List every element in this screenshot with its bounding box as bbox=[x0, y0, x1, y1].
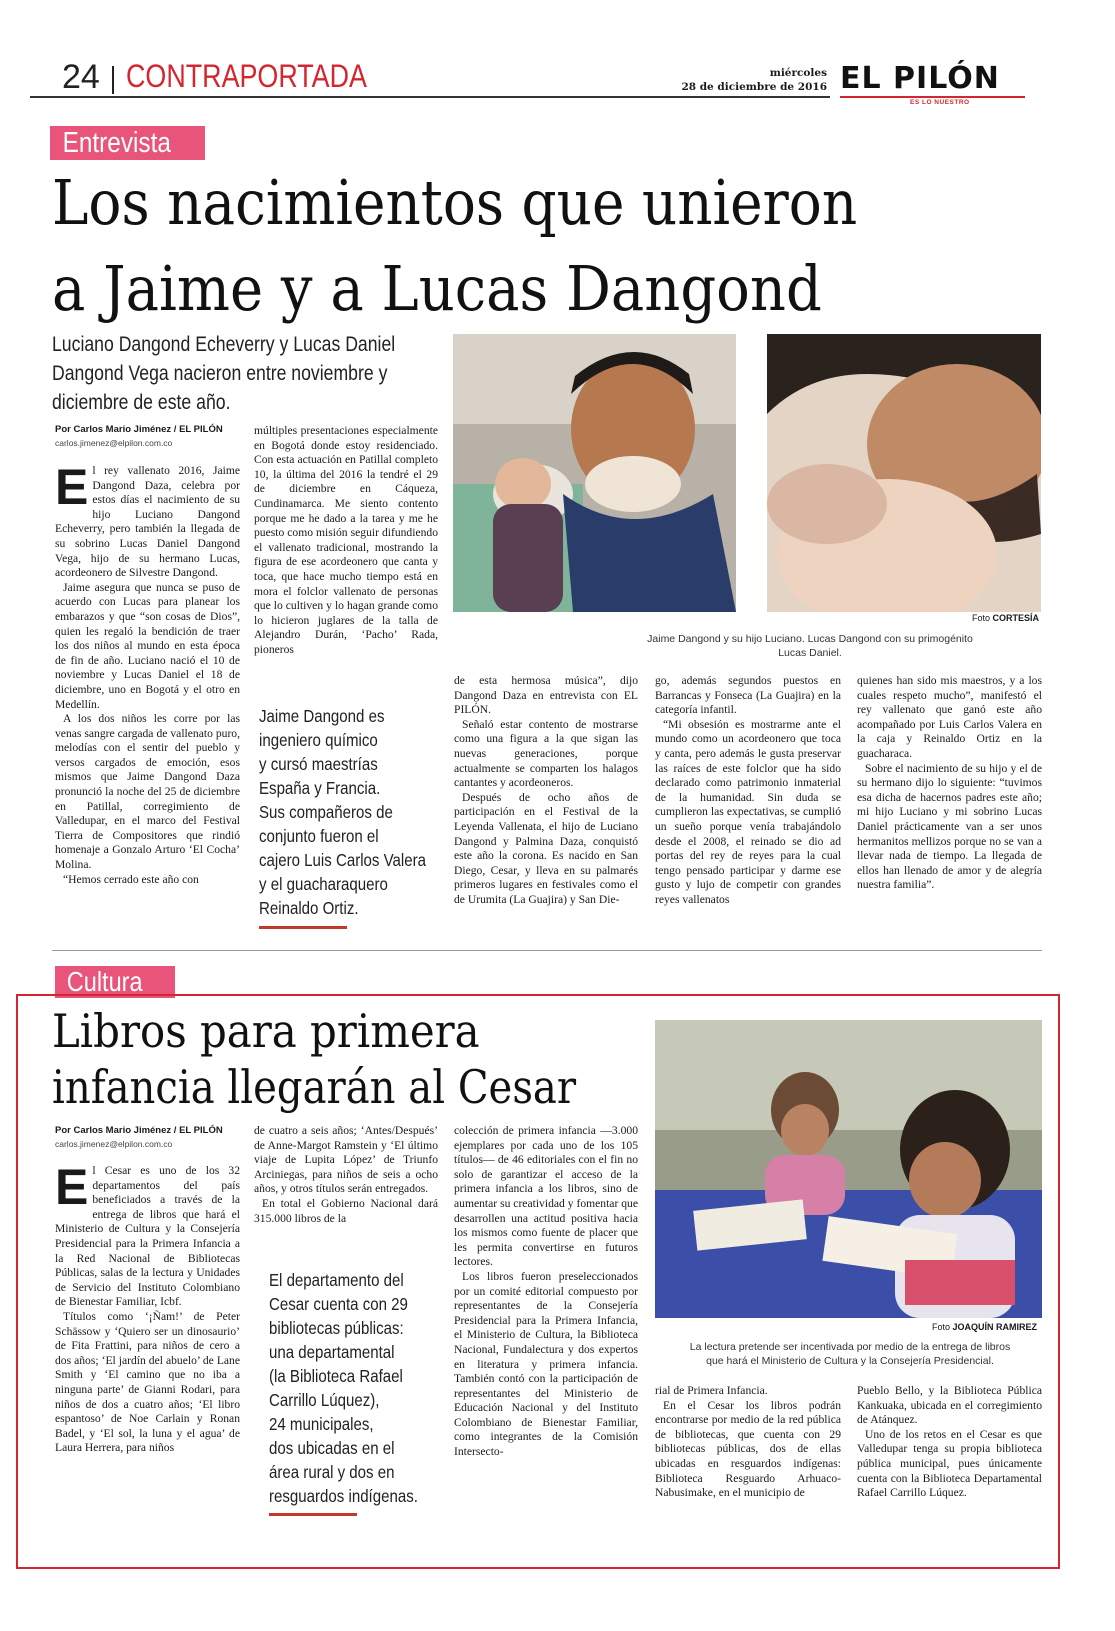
issue-weekday: miércoles bbox=[769, 67, 827, 79]
headline-line-2: a Jaime y a Lucas Dangond bbox=[52, 252, 822, 325]
photo-lucas-and-son bbox=[767, 334, 1041, 612]
byline: Por Carlos Mario Jiménez / EL PILÓN carlos.jimenez@elpilon.com.co bbox=[55, 1125, 223, 1149]
page-header bbox=[0, 0, 1115, 110]
article-culture bbox=[0, 960, 1115, 1631]
section-divider bbox=[52, 950, 1042, 951]
photo-credit: Foto JOAQUÍN RAMIREZ bbox=[932, 1322, 1038, 1332]
kicker-entrevista: Entrevista bbox=[50, 126, 205, 160]
brand-name: EL PILÓN bbox=[840, 61, 1000, 96]
body-column-1: E l rey vallenato 2016, Jaime Dangond Daza, celebra por estos días el nacimiento de su hijo Luciano Dangond Echeverry, pero también la llegada de su sobrino Lucas Daniel Dangond Vega, hijo de su hermano Lucas, acordeonero de Silvestre Dangond. Jaime asegura que nunca se puso de acuerdo con Lucas para planear los embarazos y que “son cosas de Dios”, quien les regaló la bendición de traer los dos niños al mundo en esta época de fin de año. Luciano nació el 10 de noviembre y Lucas Daniel el 18 de diciembre, uno en Bogotá y el otro en Medellín. A los dos niños les corre por las venas sangre cargada de vallenato puro, melodías con el sentir del pueblo y versos cargados de emoción, esos mismos que Jaime Dangond Daza pronunció la noche del 25 de diciembre en Patillal, corregimiento de Valledupar, en el marco del Festival Tierra de Compositores que rindió homenaje a Gonzalo Arturo ‘El Cocha’ Molina. “Hemos cerrado este año con bbox=[55, 464, 240, 886]
headline-line-1: Libros para primera bbox=[52, 1004, 480, 1058]
body-column-2: múltiples presentaciones especialmente en Bogotá donde estoy residenciado. Con esta actuación en Patillal completo 10, la última del 2016 la tendré el 29 de diciembre en Cáqueza, Cundinamarca. Me siento contento porque me he dado a la tarea y me he puesto como misión seguir difundiendo el vallenato tradicional, mostrando la figura de ese acordeonero que canta y toca, que hace mucho tiempo está en mora el folclor vallenato de personas que lo cultiven y lo hagan grande como lo hicieron juglares de la talla de Alejandro Durán, ‘Pacho’ Rada, pioneros bbox=[254, 424, 438, 656]
body-column-1: E l Cesar es uno de los 32 departamentos del país beneficiados a través de la entrega de libros que hará el Ministerio de Cultura y la Consejería Presidencial para la Primera Infancia a la Red Nacional de Bibliotecas Públicas, salas de la lectura y Unidades de Servicio del Instituto Colombiano de Bienestar Familiar, Icbf. Títulos como ‘¡Ñam!’ de Peter Schässow y ‘Quiero ser un dinosaurio’ de Fita Frattini, para niños de cero a dos años; ‘El jardín del abuelo’ de Lane Smith y ‘El camino que no iba a ninguna parte’ de Gianni Rodari, para niños de dos a cuatro años; ‘El libro espantoso’ de Noe Carlain y Ronan Badel, y ‘El sol, la luna y el agua’ de Laura Herrera, para niños bbox=[55, 1164, 240, 1455]
pull-quote: El departamento del Cesar cuenta con 29 bibliotecas públicas: una departamental (la Biblioteca Rafael Carrillo Lúquez), 24 municipales, dos ubicadas en el área rural y dos en resguardos indígenas. bbox=[269, 1270, 418, 1506]
body-column-3: colección de primera infancia —3.000 ejemplares por cada uno de los 105 títulos— de 46 editoriales con el fin no solo de garantizar el acceso de la primera infancia a los libros, sino de aumentar su creatividad y fomentar que desarrollen una actitud positiva hacia los mismos como fuente de placer que les permita convertirse en futuros lectores. Los libros fueron preseleccionados por un comité editorial compuesto por representantes de la Consejería Presidencial para la Primera Infancia, el Ministerio de Cultura, la Biblioteca Nacional, Fundalectura y dos expertos en literatura y primera infancia. También contó con la participación de representantes del Ministerio de Educación Nacional y del Instituto Colombiano de Bienestar Familiar, como integrantes de la Comisión Intersecto- bbox=[454, 1124, 638, 1459]
photo-caption: La lectura pretende ser incentivada por medio de la entrega de libros que hará el Ministerio de Cultura y la Consejería Presidencial. bbox=[689, 1341, 1011, 1367]
kicker-cultura: Cultura bbox=[55, 966, 175, 998]
body-column-4: rial de Primera Infancia. En el Cesar los libros podrán encontrarse por medio de la red pública de bibliotecas, que cuenta con 29 bibliotecas públicas, dos de ellas ubicadas en resguardos indígenas: Biblioteca Resguardo Arhuaco-Nabusimake, en el municipio de bbox=[655, 1384, 841, 1500]
photo-credit: Foto CORTESÍA bbox=[972, 613, 1040, 623]
issue-date: 28 de diciembre de 2016 bbox=[681, 81, 827, 93]
byline: Por Carlos Mario Jiménez / EL PILÓN carlos.jimenez@elpilon.com.co bbox=[55, 424, 223, 448]
body-column-3: de esta hermosa música”, dijo Dangond Daza en entrevista con EL PILÓN. Señaló estar contento de mostrarse como una figura a la que sigan las nuevas generaciones, porque actualmente se comparten los halagos cantantes y acordeoneros. Después de ocho años de participación en el Festival de la Leyenda Vallenata, el hijo de Luciano Dangond y Palmina Daza, conquistó este año la corona. Es nacido en San Diego, Cesar, y lleva en su palmarés primeros lugares en festivales como el de Urumita (La Guajira) y San Die- bbox=[454, 674, 638, 906]
pull-quote: Jaime Dangond es ingeniero químico y cursó maestrías España y Francia. Sus compañeros de conjunto fueron el cajero Luis Carlos Valera y el guacharaquero Reinaldo Ortiz. bbox=[259, 706, 427, 918]
body-column-2: de cuatro a seis años; ‘Antes/Después’ de Anne-Margot Ramstein y ‘El último viaje de Lupita López’ de Triunfo Arciniegas, para niños de seis a ocho años, y otros títulos serán entregados. En total el Gobierno Nacional dará 315.000 libros de la bbox=[254, 1124, 438, 1225]
subtitle: Luciano Dangond Echeverry y Lucas Daniel Dangond Vega nacieron entre noviembre y diciembre de este año. bbox=[52, 333, 396, 414]
pull-quote-underline bbox=[259, 926, 347, 929]
body-column-4: go, además segundos puestos en Barrancas y Fonseca (La Guajira) en la categoría infantil. “Mi obsesión es mostrarme ante el mundo como un acordeonero que toca y canta, pero además le gusta preservar las raíces de este folclor que ha sido declarado como patrimonio inmaterial de la humanidad. Sin duda se cumplieron las expectativas, se cumplió un sueño porque venía trabajándolo desde el 2008, el reinado se dio ad portas del rey de reyes para la cual tengo pensado participar y darme ese gusto y lujo de competir con grandes reyes vallenatos bbox=[655, 674, 841, 906]
brand-slogan: ES LO NUESTRO bbox=[910, 99, 970, 106]
header-rule bbox=[30, 96, 830, 98]
body-column-5: Pueblo Bello, y la Biblioteca Pública Kankuaka, ubicada en el corregimiento de Atánquez. Uno de los retos en el Cesar es que Valledupar tenga su propia biblioteca pública municipal, pues únicamente cuenta con la Biblioteca Departamental Rafael Carrillo Lúquez. bbox=[857, 1384, 1042, 1500]
headline-line-1: Los nacimientos que unieron bbox=[52, 166, 858, 239]
body-column-5: quienes han sido mis maestros, y a los cuales respeto mucho”, manifestó el rey vallenato que ganó este año acompañado por Luis Carlos Valera en la caja y Reinaldo Ortiz en la guacharaca. Sobre el nacimiento de su hijo y el de su hermano dijo lo siguiente: “tuvimos esa dicha de hacernos padres este año; mi hijo Luciano y mi sobrino Lucas Daniel prácticamente van a ser unos hermanitos mellizos porque no se van a llevar nada de tiempo. La llegada de ellos han llenado de amor y de alegría nuestra familia”. bbox=[857, 674, 1042, 892]
section-name: CONTRAPORTADA bbox=[126, 58, 367, 94]
page-number: 24 bbox=[62, 58, 100, 96]
article-interview bbox=[0, 120, 1115, 960]
photo-caption: Jaime Dangond y su hijo Luciano. Lucas Dangond con su primogénito Lucas Daniel. bbox=[647, 633, 973, 659]
photo-jaime-and-son bbox=[453, 334, 736, 612]
photo-children-reading bbox=[655, 1020, 1042, 1318]
headline-line-2: infancia llegarán al Cesar bbox=[52, 1060, 577, 1114]
pull-quote-underline bbox=[269, 1513, 357, 1516]
brand-logo bbox=[840, 63, 1040, 107]
